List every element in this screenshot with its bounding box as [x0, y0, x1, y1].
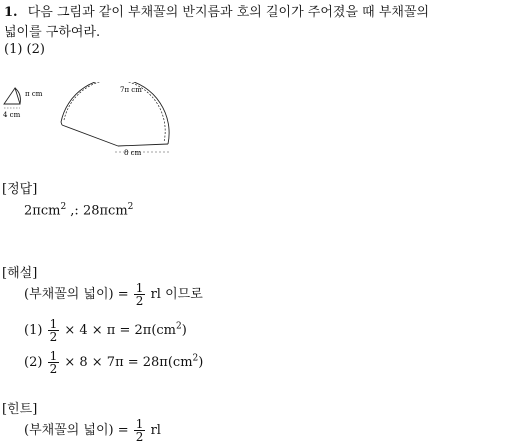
answer-heading: [정답]: [2, 182, 38, 197]
solution-item-2-expr: × 8 × 7π = 28π(cm: [64, 355, 193, 370]
solution-fraction: [134, 282, 146, 307]
solution-item-2-fraction: $\frac{1}{2}$: [49, 349, 58, 376]
solution-item-1: (1) $\frac{1}{2}$ × $4 \times \pi = 2\pi(cm^2)$: [24, 317, 187, 344]
question-number: 1.: [4, 5, 18, 20]
question-sub-labels: (1) (2): [4, 42, 45, 57]
question-line-1: [4, 1, 429, 20]
sector-2-radius-b: [62, 125, 118, 146]
answer-exp-2: 2: [127, 202, 134, 212]
answer-separator: ,:: [66, 203, 83, 219]
solution-item-2: (2) $\frac{1}{2}$ × $8 \times 7\pi = 28\pi(cm^2)$: [24, 349, 204, 376]
answer-exp-1: 2: [60, 202, 67, 212]
sector-2-arc-outer: [61, 82, 169, 144]
solution-frac-num: 1: [135, 281, 144, 295]
sector-1-arc-label: π cm: [25, 90, 43, 98]
hint-formula: [24, 418, 161, 443]
hint-fraction: $\frac{1}{2}$: [135, 417, 144, 444]
answer-line: [24, 202, 133, 218]
answer-unit-2: cm: [108, 203, 128, 219]
figure-2-sector: [52, 82, 172, 162]
figure-1-sector: [0, 82, 52, 122]
answer-unit-1: cm: [40, 203, 61, 219]
question-text-1: 다음 그림과 같이 부채꼴의 반지름과 호의 길이가 주어졌을 때 부채꼴의: [27, 5, 430, 20]
solution-item-2-label: (2): [24, 355, 43, 370]
hint-heading: [힌트]: [2, 402, 38, 417]
sector-2-radius-label: 8 cm: [124, 149, 142, 157]
sector-2-arc-label: 7π cm: [120, 86, 142, 94]
solution-item-1-fraction: $\frac{1}{2}$: [49, 317, 58, 344]
hint-formula-prefix: (부채꼴의 넓이) =: [24, 423, 129, 438]
solution-item-1-expr: × 4 × π = 2π(cm: [64, 323, 176, 338]
solution-formula-prefix: (부채꼴의 넓이) =: [24, 287, 129, 302]
sector-2-radius-a: [61, 122, 62, 125]
solution-frac-den: 2: [135, 294, 144, 308]
sector-1-radius-label: 4 cm: [3, 111, 21, 119]
solution-formula: [24, 282, 203, 307]
question-line-2: 넓이를 구하여라.: [4, 25, 101, 40]
solution-formula-suffix: rl 이므로: [150, 287, 203, 302]
solution-item-1-label: (1): [24, 323, 43, 338]
answer-part-2: 28π: [82, 203, 109, 219]
sector-2-radius-c: [118, 144, 168, 146]
answer-part-1: 2π: [24, 203, 41, 219]
solution-heading: [해설]: [2, 266, 38, 281]
hint-formula-suffix: rl: [150, 423, 161, 438]
